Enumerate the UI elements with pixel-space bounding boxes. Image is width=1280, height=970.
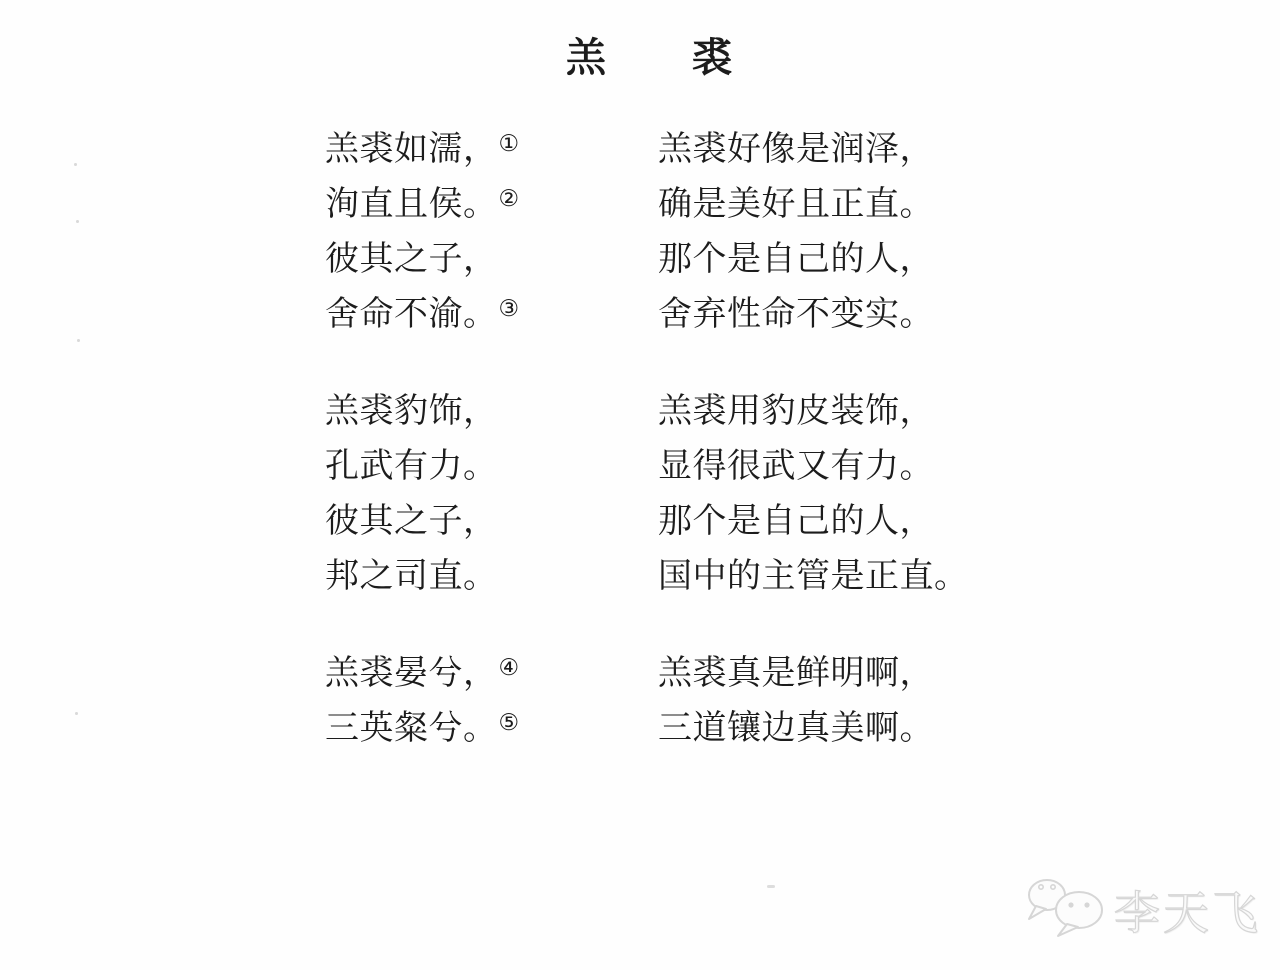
footnote-marker: ② <box>498 186 520 211</box>
original-line <box>325 232 658 287</box>
original-text: 彼其之子， <box>325 503 498 540</box>
wechat-bubbles-icon <box>1022 876 1110 943</box>
stanza-2 <box>325 384 969 604</box>
original-text: 舍命不渝。 <box>325 296 498 333</box>
poem-line-row <box>325 646 969 701</box>
stanza-1 <box>325 122 969 342</box>
translation-line: 羔裘用豹皮装饰， <box>658 393 934 430</box>
scan-speck <box>76 220 79 223</box>
translation-line: 三道镶边真美啊。 <box>658 710 934 747</box>
poem-line-row <box>325 177 969 232</box>
original-line <box>325 494 658 549</box>
footnote-marker: ③ <box>498 296 520 321</box>
poem-line-row <box>325 494 969 549</box>
translation-line: 舍弃性命不变实。 <box>658 296 934 333</box>
translation-line: 羔裘好像是润泽， <box>658 131 934 168</box>
poem-body <box>325 122 969 798</box>
original-text: 羔裘如濡， <box>325 131 498 168</box>
original-text: 彼其之子， <box>325 241 498 278</box>
original-line <box>325 177 658 232</box>
original-line <box>325 646 658 701</box>
watermark <box>1022 876 1261 943</box>
poem-line-row <box>325 287 969 342</box>
poem-line-row <box>325 122 969 177</box>
original-text: 洵直且侯。 <box>325 186 498 223</box>
poem-title: 羔 裘 <box>566 35 734 80</box>
translation-line: 确是美好且正直。 <box>658 186 934 223</box>
original-line <box>325 384 658 439</box>
translation-line: 羔裘真是鲜明啊， <box>658 655 934 692</box>
footnote-marker: ④ <box>498 655 520 680</box>
original-text: 邦之司直。 <box>325 558 498 595</box>
original-line <box>325 122 658 177</box>
poem-line-row <box>325 439 969 494</box>
footnote-marker: ⑤ <box>498 710 520 735</box>
translation-line: 国中的主管是正直。 <box>658 558 969 595</box>
translation-line: 显得很武又有力。 <box>658 448 934 485</box>
poem-line-row <box>325 384 969 439</box>
original-text: 三英粲兮。 <box>325 710 498 747</box>
original-text: 羔裘晏兮， <box>325 655 498 692</box>
original-line <box>325 549 658 604</box>
footnote-marker: ① <box>498 131 520 156</box>
scan-speck <box>74 163 77 166</box>
poem-line-row <box>325 232 969 287</box>
watermark-text: 李天飞 <box>1114 886 1261 939</box>
translation-line: 那个是自己的人， <box>658 503 934 540</box>
original-text: 羔裘豹饰， <box>325 393 498 430</box>
original-line <box>325 287 658 342</box>
original-text: 孔武有力。 <box>325 448 498 485</box>
translation-line: 那个是自己的人， <box>658 241 934 278</box>
original-line <box>325 439 658 494</box>
stanza-3 <box>325 646 969 756</box>
poem-line-row <box>325 701 969 756</box>
poem-line-row <box>325 549 969 604</box>
scan-speck <box>767 885 775 888</box>
original-line <box>325 701 658 756</box>
scan-speck <box>75 712 78 715</box>
scan-speck <box>77 339 80 342</box>
